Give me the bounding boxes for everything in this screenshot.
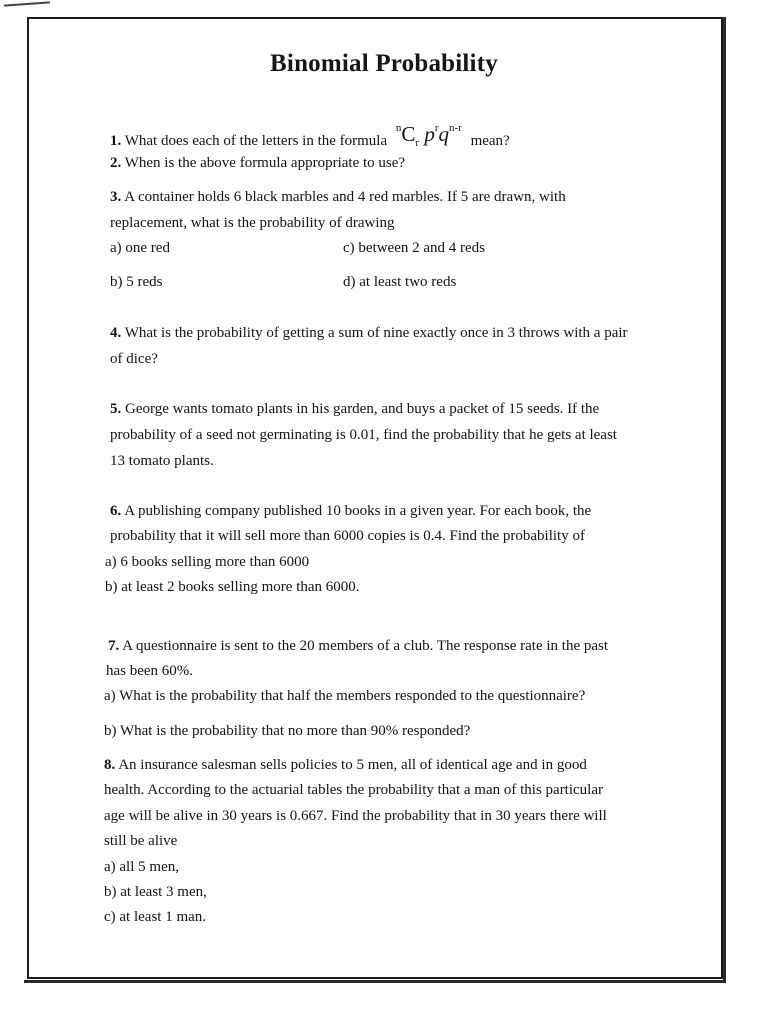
question-number: 3. bbox=[110, 189, 122, 205]
question-number: 5. bbox=[110, 401, 122, 417]
question-text: George wants tomato plants in his garden, and buys a packet of 15 seeds. If the bbox=[125, 401, 600, 417]
question-8-line-2: health. According to the actuarial tables the probability that a man of this particular bbox=[104, 782, 603, 798]
question-6-option-b: b) at least 2 books selling more than 6000. bbox=[105, 579, 360, 595]
question-text: A container holds 6 black marbles and 4 red marbles. If 5 are drawn, with bbox=[124, 189, 566, 205]
question-text: When is the above formula appropriate to use? bbox=[124, 155, 406, 171]
page-title: Binomial Probability bbox=[270, 50, 498, 77]
question-7-option-b: b) What is the probability that no more than 90% responded? bbox=[104, 723, 471, 739]
question-number: 2. bbox=[110, 155, 122, 171]
question-number: 8. bbox=[104, 757, 116, 773]
question-5-line-2: probability of a seed not germinating is 0.01, find the probability that he gets at least bbox=[110, 427, 617, 443]
question-3-line-2: replacement, what is the probability of drawing bbox=[110, 215, 395, 231]
question-6-option-a: a) 6 books selling more than 6000 bbox=[105, 554, 310, 570]
question-5-line-1 bbox=[110, 396, 599, 422]
question-8-option-b: b) at least 3 men, bbox=[104, 884, 207, 900]
page-border-shadow-right bbox=[723, 17, 726, 983]
question-7-line-1 bbox=[108, 633, 608, 659]
question-number: 6. bbox=[110, 503, 122, 519]
question-3-option-a: a) one red bbox=[110, 240, 170, 256]
page-border-shadow-bottom bbox=[24, 980, 726, 983]
binomial-formula: $^nC_r$ $p^rq^{n-r}$ bbox=[395, 122, 462, 150]
question-8-line-4: still be alive bbox=[104, 833, 178, 849]
question-number: 1. bbox=[110, 133, 122, 149]
question-8-option-c: c) at least 1 man. bbox=[104, 909, 207, 925]
question-3-option-d: d) at least two reds bbox=[343, 274, 457, 290]
question-5-line-3: 13 tomato plants. bbox=[110, 453, 214, 469]
question-number: 7. bbox=[108, 638, 120, 654]
question-4-line-1 bbox=[110, 320, 628, 346]
question-8-line-1 bbox=[104, 752, 587, 778]
question-7-line-2: has been 60%. bbox=[106, 663, 194, 679]
question-4-line-2: of dice? bbox=[110, 351, 158, 367]
scan-mark bbox=[4, 1, 50, 6]
question-8-line-3: age will be alive in 30 years is 0.667. Find the probability that in 30 years there will bbox=[104, 808, 607, 824]
question-text: What does each of the letters in the formula bbox=[124, 133, 388, 149]
question-number: 4. bbox=[110, 325, 122, 341]
question-2 bbox=[110, 150, 405, 176]
question-3-option-c: c) between 2 and 4 reds bbox=[343, 240, 486, 256]
question-8-option-a: a) all 5 men, bbox=[104, 859, 179, 875]
question-3-line-1 bbox=[110, 184, 566, 210]
question-6-line-1 bbox=[110, 498, 591, 524]
question-text: An insurance salesman sells policies to 5 men, all of identical age and in good bbox=[118, 757, 587, 773]
question-text-end: mean? bbox=[470, 133, 510, 149]
question-text: A publishing company published 10 books in a given year. For each book, the bbox=[124, 503, 592, 519]
question-6-line-2: probability that it will sell more than 6000 copies is 0.4. Find the probability of bbox=[110, 528, 585, 544]
question-text: A questionnaire is sent to the 20 members of a club. The response rate in the past bbox=[122, 638, 609, 654]
question-3-option-b: b) 5 reds bbox=[110, 274, 163, 290]
question-text: What is the probability of getting a sum of nine exactly once in 3 throws with a pair bbox=[124, 325, 628, 341]
question-7-option-a: a) What is the probability that half the members responded to the questionnaire? bbox=[104, 688, 586, 704]
